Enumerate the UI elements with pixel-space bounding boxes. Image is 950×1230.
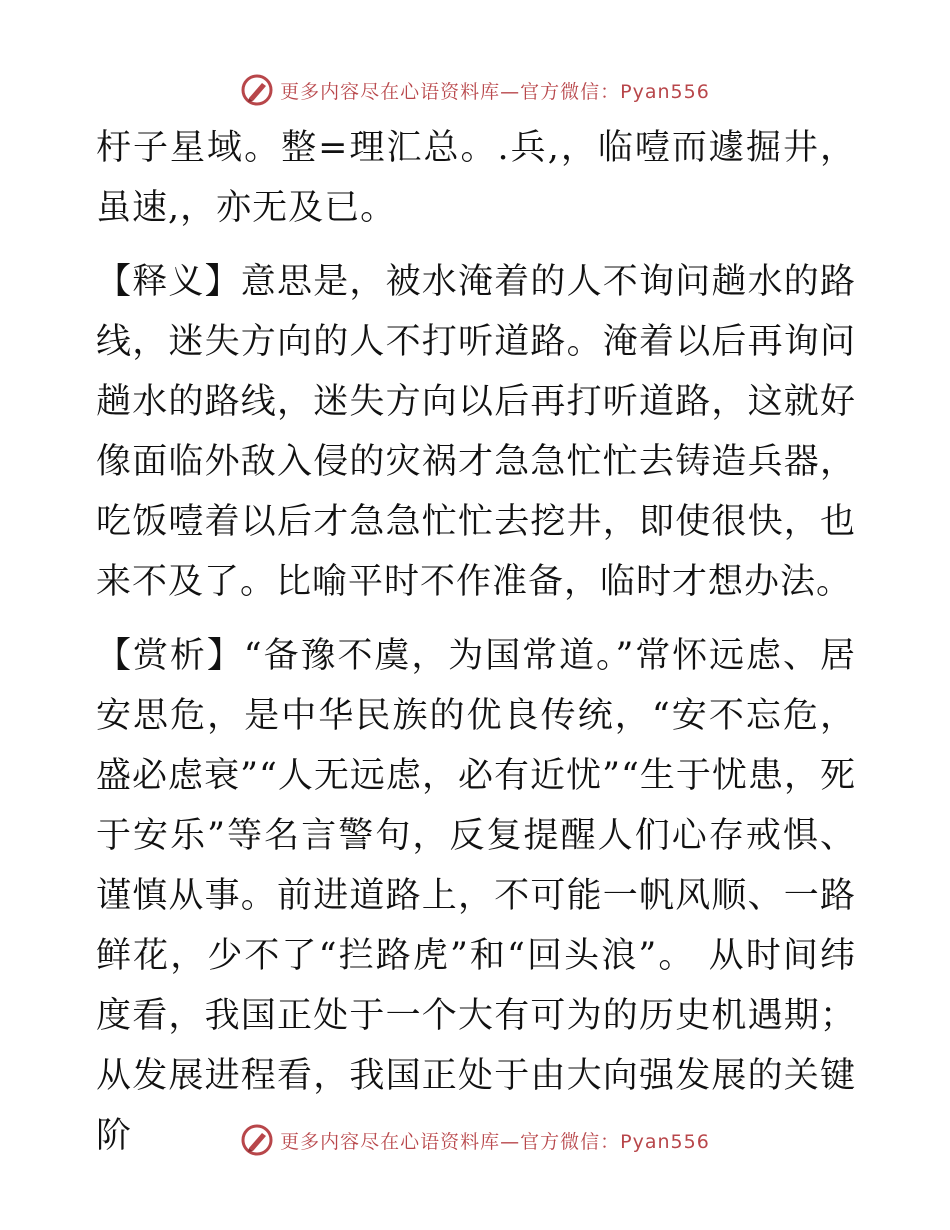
section-tag-explanation: 【释义】 xyxy=(96,262,241,302)
paragraph-explanation xyxy=(96,252,856,612)
paragraph-1-text: 杅子星域。整=理汇总。.兵,，临噎而遽掘井，虽速,，亦无及已。 xyxy=(96,128,856,228)
paragraph-1 xyxy=(96,118,856,238)
watermark-text: 更多内容尽在心语资料库—官方微信：Pyan556 xyxy=(280,80,710,103)
footer-watermark xyxy=(0,1120,950,1160)
header-watermark xyxy=(0,70,950,110)
paragraph-explanation-text: 意思是，被水淹着的人不询问趟水的路线，迷失方向的人不打听道路。淹着以后再询问趟水的路线，迷失方向以后再打听道路，这就好像面临外敌入侵的灾祸才急急忙忙去铸造兵器，吃饭噎着以后才急急忙忙去挖井，即使很快，也来不及了。比喻平时不作准备，临时才想办法。 xyxy=(96,262,856,602)
pen-logo-icon xyxy=(240,73,274,107)
paragraph-appreciation-text: “备豫不虞，为国常道。”常怀远虑、居安思危，是中华民族的优良传统，“安不忘危，盛必虑衰”“人无远虑，必有近忧”“生于忧患，死于安乐”等名言警句，反复提醒人们心存戒惧、谨慎从事。前进道路上，不可能一帆风顺、一路鲜花，少不了“拦路虎”和“回头浪”。 从时间纬度看，我国正处于一个大有可为的历史机遇期；从发展进程看，我国正处于由大向强发展的关键阶 xyxy=(96,636,856,1156)
paragraph-appreciation xyxy=(96,626,856,1166)
document-body xyxy=(96,118,856,1166)
pen-logo-icon xyxy=(240,1123,274,1157)
section-tag-appreciation: 【赏析】 xyxy=(96,636,244,676)
watermark-text: 更多内容尽在心语资料库—官方微信：Pyan556 xyxy=(280,1130,710,1153)
